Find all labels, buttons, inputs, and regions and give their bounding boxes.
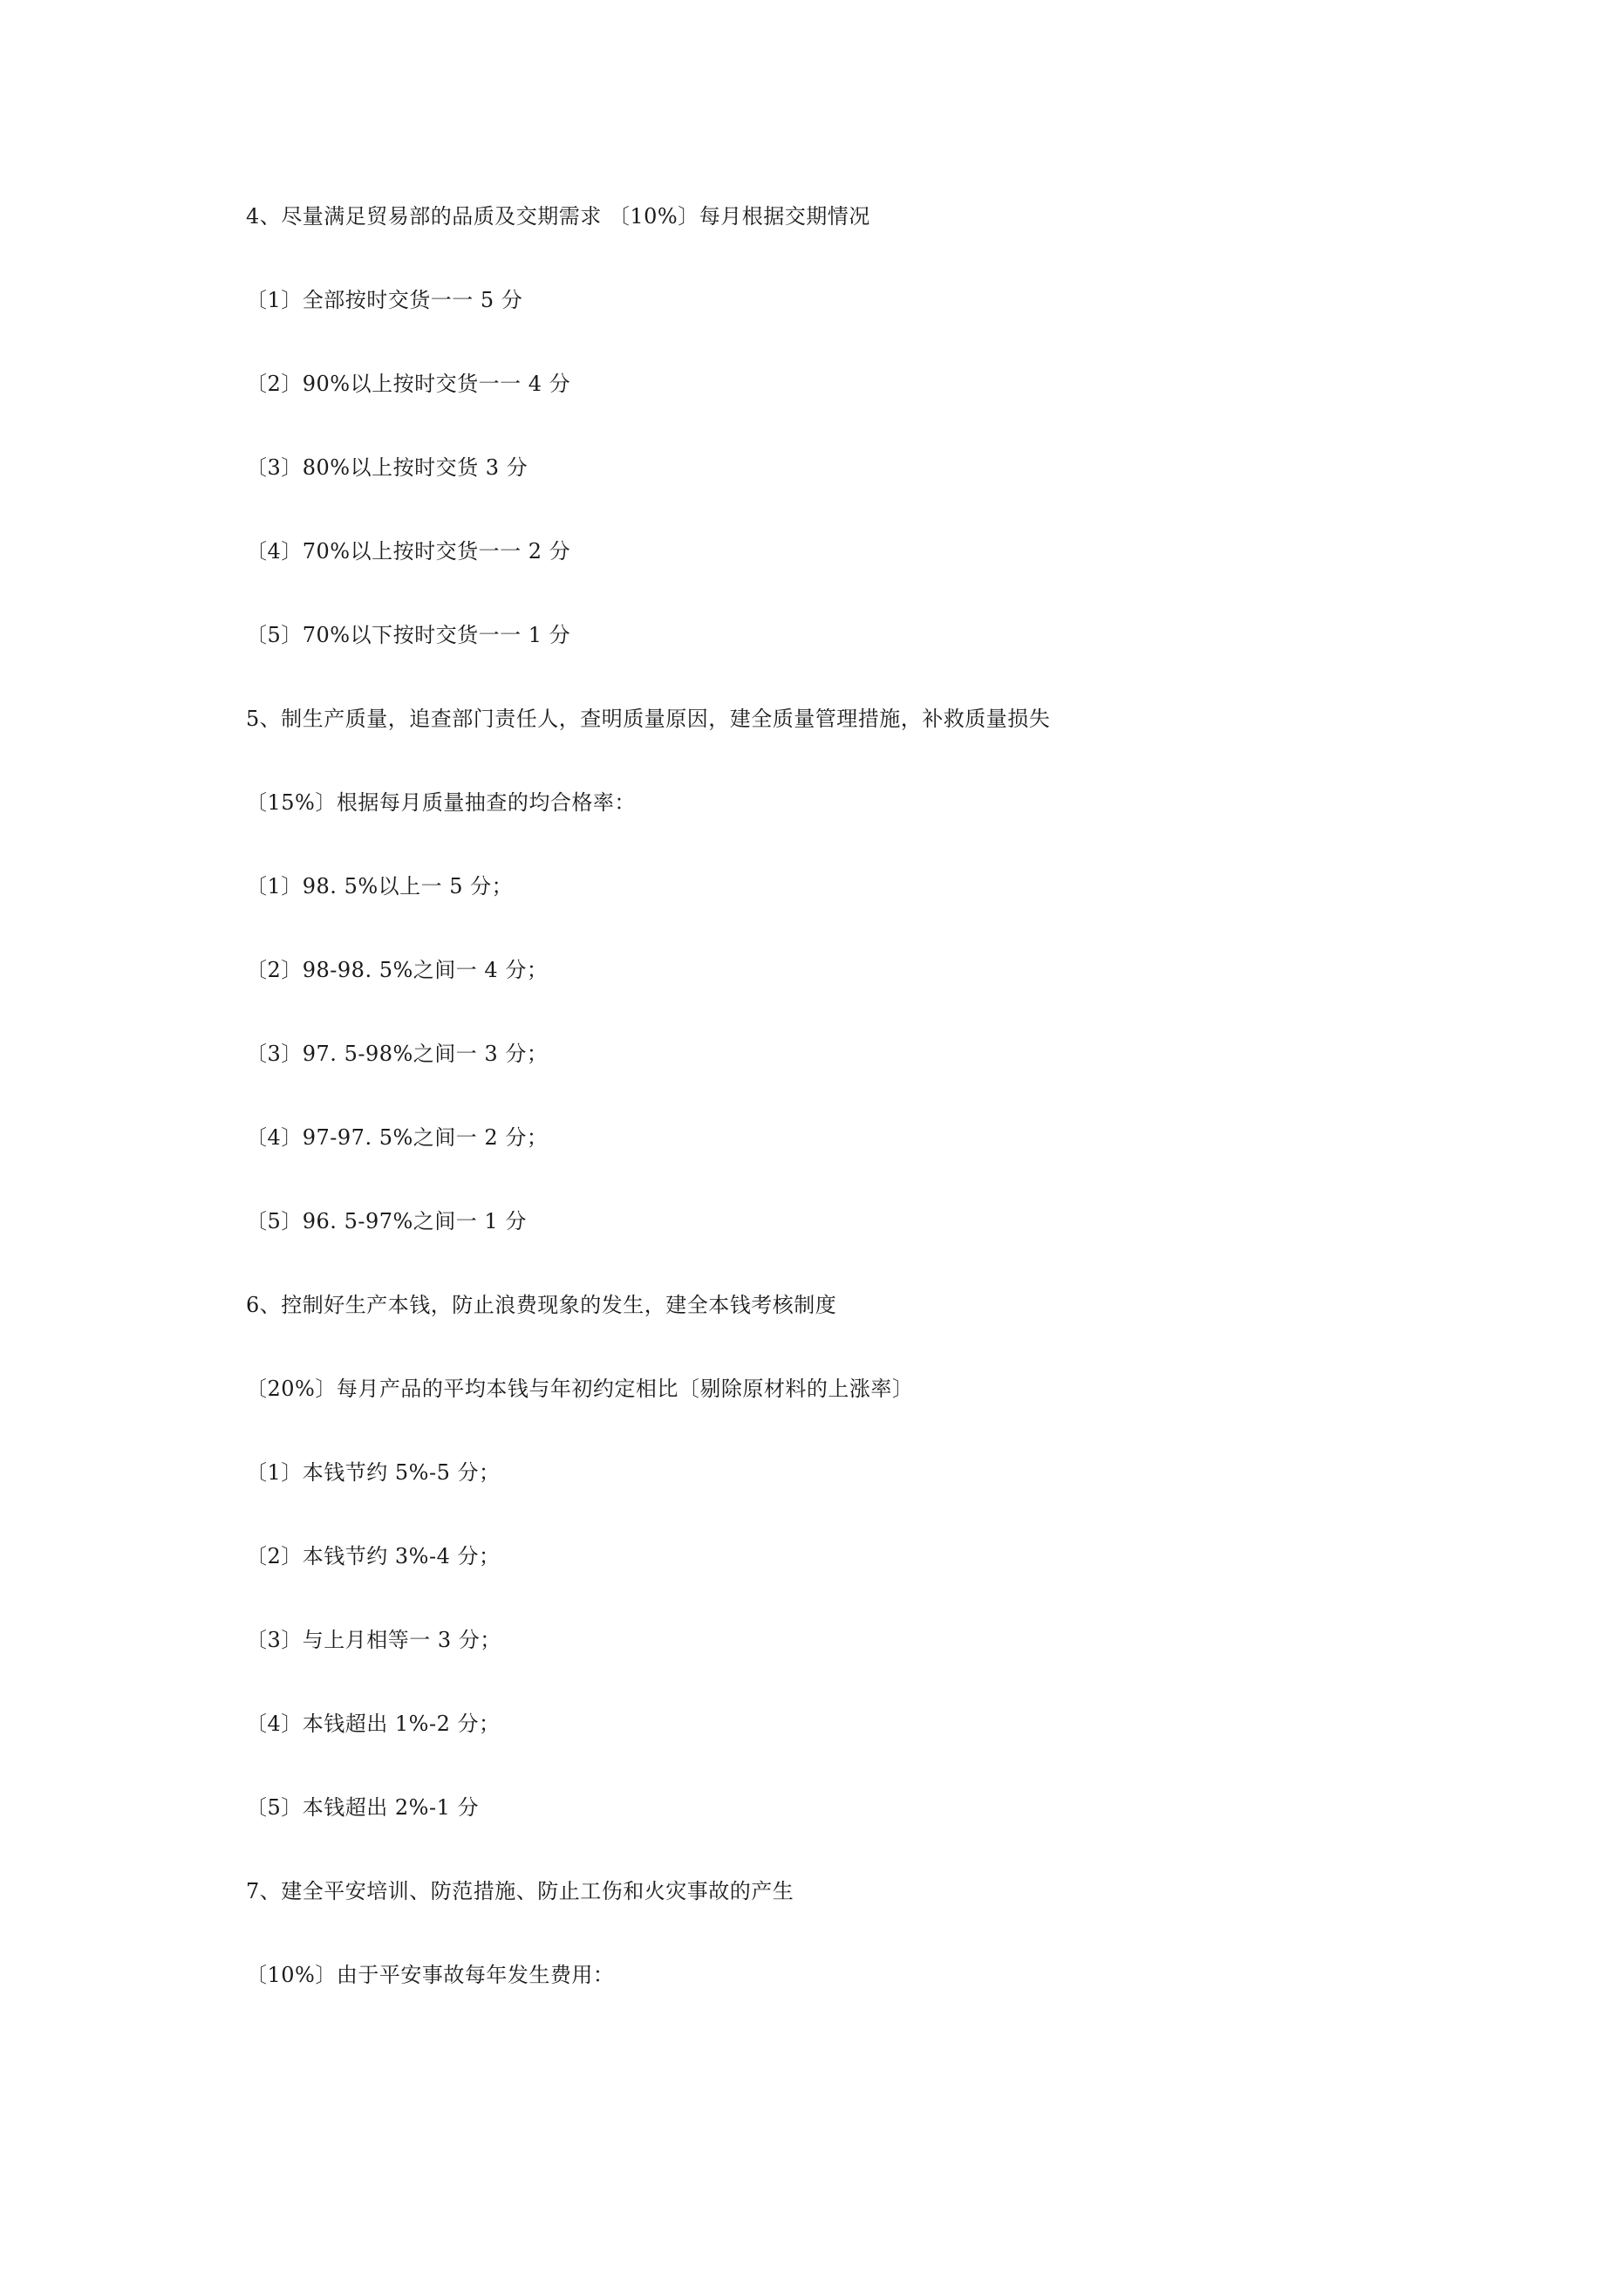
section-6-item-2: 〔2〕本钱节约 3%-4 分； [246, 1544, 501, 1568]
section-5-heading: 5、制生产质量，追查部门责任人，查明质量原因，建全质量管理措施，补救质量损失 [246, 707, 1051, 731]
section-7-subheading: 〔10%〕由于平安事故每年发生费用： [246, 1963, 615, 1987]
section-6-item-3: 〔3〕与上月相等一 3 分； [246, 1628, 501, 1652]
section-5-item-4: 〔4〕97-97. 5%之间一 2 分； [246, 1125, 549, 1150]
section-7-heading: 7、建全平安培训、防范措施、防止工伤和火灾事故的产生 [246, 1879, 794, 1903]
section-6-item-1: 〔1〕本钱节约 5%-5 分； [246, 1460, 501, 1485]
section-5-item-3: 〔3〕97. 5-98%之间一 3 分； [246, 1042, 549, 1066]
section-5-item-1: 〔1〕98. 5%以上一 5 分； [246, 874, 514, 899]
section-6-item-5: 〔5〕本钱超出 2%-1 分 [246, 1795, 479, 1820]
section-6-item-4: 〔4〕本钱超出 1%-2 分； [246, 1712, 501, 1736]
section-4-heading: 4、尽量满足贸易部的品质及交期需求 〔10%〕每月根据交期情况 [246, 204, 870, 229]
section-4-item-3: 〔3〕80%以上按时交货 3 分 [246, 455, 528, 480]
section-4-item-4: 〔4〕70%以上按时交货一一 2 分 [246, 539, 571, 564]
section-5-subheading: 〔15%〕根据每月质量抽查的均合格率： [246, 790, 636, 815]
section-5-item-2: 〔2〕98-98. 5%之间一 4 分； [246, 958, 549, 982]
section-4-item-1: 〔1〕全部按时交货一一 5 分 [246, 288, 523, 312]
section-6-subheading: 〔20%〕每月产品的平均本钱与年初约定相比〔剔除原材料的上涨率〕 [246, 1377, 914, 1401]
section-5-item-5: 〔5〕96. 5-97%之间一 1 分 [246, 1209, 527, 1233]
section-4-item-2: 〔2〕90%以上按时交货一一 4 分 [246, 372, 571, 396]
section-4-item-5: 〔5〕70%以下按时交货一一 1 分 [246, 623, 571, 647]
section-6-heading: 6、控制好生产本钱，防止浪费现象的发生，建全本钱考核制度 [246, 1293, 837, 1317]
